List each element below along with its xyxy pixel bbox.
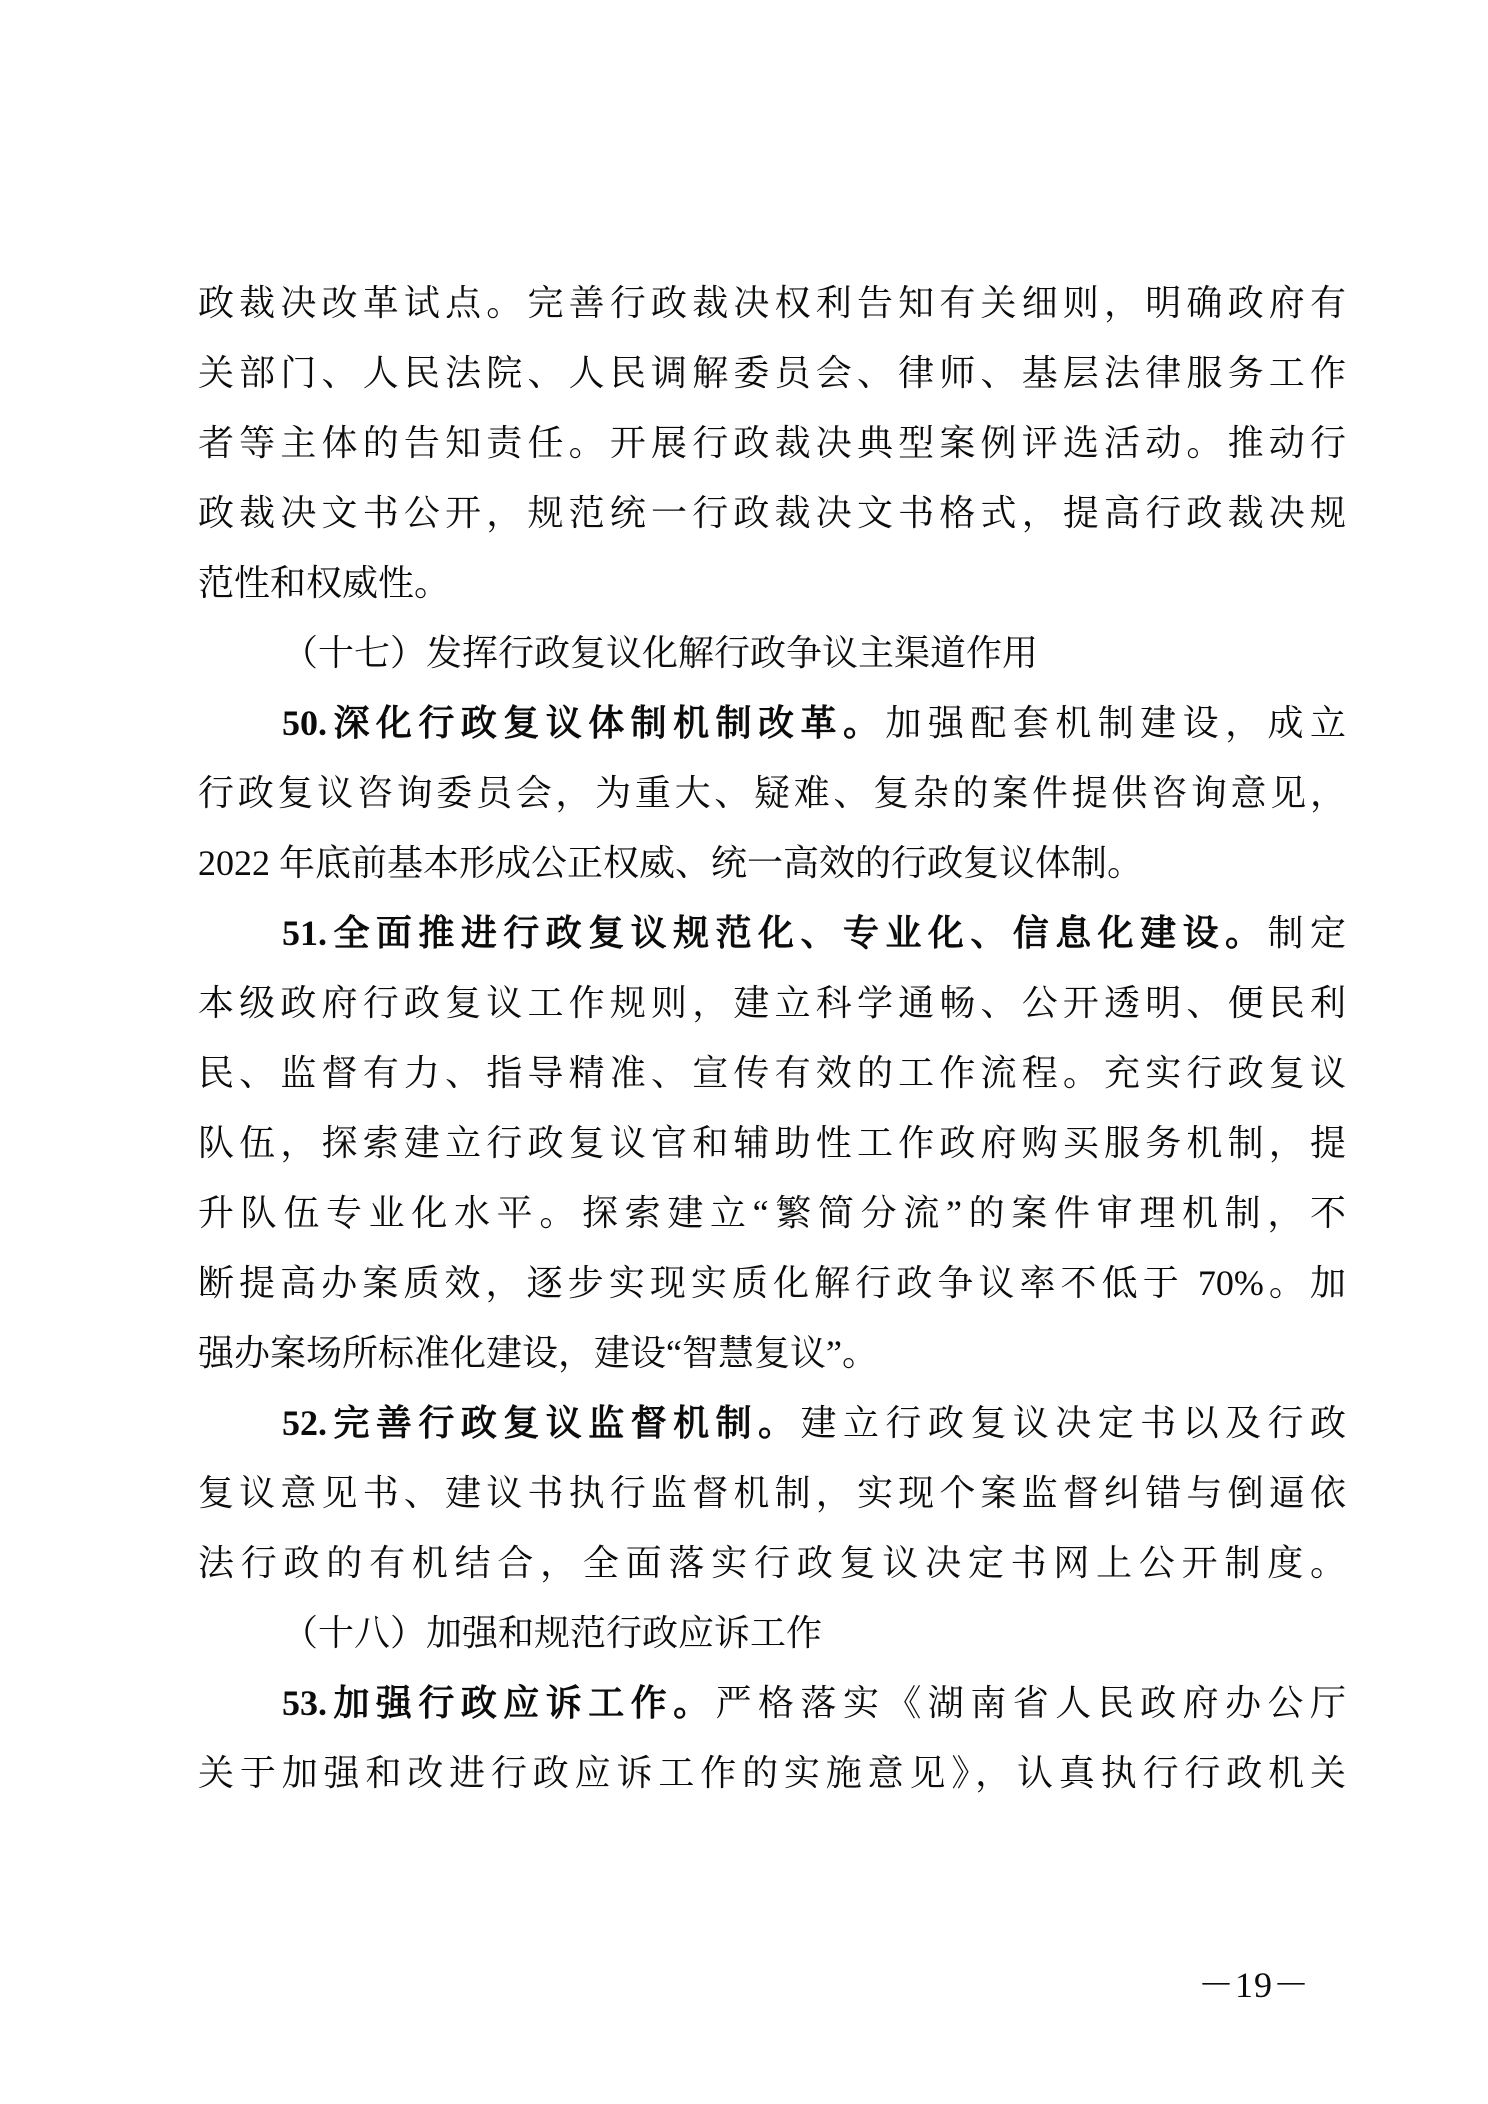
text-run: 政裁决改革试点。完善行政裁决权利告知有关细则，明确政府有 <box>198 283 1346 323</box>
text-line <box>198 548 1346 618</box>
text-line <box>198 968 1346 1038</box>
text-run: 2022 年底前基本形成公正权威、统一高效的行政复议体制。 <box>198 843 1144 883</box>
text-line <box>198 1668 1346 1738</box>
page-number: －19－ <box>1198 1965 1311 2005</box>
text-line <box>198 618 1346 688</box>
text-line <box>198 1178 1346 1248</box>
text-line <box>198 1388 1346 1458</box>
text-run: 民、监督有力、指导精准、宣传有效的工作流程。充实行政复议 <box>198 1053 1346 1093</box>
text-line <box>198 408 1346 478</box>
text-line <box>198 1318 1346 1388</box>
text-line <box>198 268 1346 338</box>
text-line <box>198 1458 1346 1528</box>
text-run: 队伍，探索建立行政复议官和辅助性工作政府购买服务机制，提 <box>198 1123 1346 1163</box>
text-run: （十八）加强和规范行政应诉工作 <box>282 1613 823 1653</box>
text-run: 政裁决文书公开，规范统一行政裁决文书格式，提高行政裁决规 <box>198 493 1346 533</box>
text-run: 法行政的有机结合，全面落实行政复议决定书网上公开制度。 <box>198 1543 1346 1583</box>
text-line <box>198 1528 1346 1598</box>
text-run-bold: 51.全面推进行政复议规范化、专业化、信息化建设。 <box>282 913 1268 953</box>
text-run: 断提高办案质效，逐步实现实质化解行政争议率不低于 70%。加 <box>198 1263 1346 1303</box>
text-run: （十七）发挥行政复议化解行政争议主渠道作用 <box>282 633 1039 673</box>
text-run-bold: 50.深化行政复议体制机制改革。 <box>282 703 886 743</box>
text-line <box>198 828 1346 898</box>
text-run: 严格落实《湖南省人民政府办公厅 <box>715 1683 1346 1723</box>
text-run: 强办案场所标准化建设，建设“智慧复议”。 <box>198 1333 878 1373</box>
text-run: 升队伍专业化水平。探索建立“繁简分流”的案件审理机制，不 <box>198 1193 1346 1233</box>
text-run: 制定 <box>1267 913 1346 953</box>
text-line <box>198 758 1346 828</box>
text-line <box>198 1598 1346 1668</box>
text-run-bold: 53.加强行政应诉工作。 <box>282 1683 716 1723</box>
text-run-bold: 52.完善行政复议监督机制。 <box>282 1403 801 1443</box>
text-line <box>198 478 1346 548</box>
text-run: 加强配套机制建设，成立 <box>885 703 1346 743</box>
text-line <box>198 1248 1346 1318</box>
text-run: 关于加强和改进行政应诉工作的实施意见》，认真执行行政机关 <box>198 1753 1346 1793</box>
text-line <box>198 688 1346 758</box>
text-run: 者等主体的告知责任。开展行政裁决典型案例评选活动。推动行 <box>198 423 1346 463</box>
text-line <box>198 1038 1346 1108</box>
text-line <box>198 338 1346 408</box>
text-line <box>198 1738 1346 1808</box>
text-run: 关部门、人民法院、人民调解委员会、律师、基层法律服务工作 <box>198 353 1346 393</box>
text-block <box>198 268 1346 1808</box>
text-run: 范性和权威性。 <box>198 563 451 603</box>
text-run: 建立行政复议决定书以及行政 <box>800 1403 1346 1443</box>
text-run: 本级政府行政复议工作规则，建立科学通畅、公开透明、便民利 <box>198 983 1346 1023</box>
text-run: 行政复议咨询委员会，为重大、疑难、复杂的案件提供咨询意见， <box>198 773 1346 813</box>
text-line <box>198 898 1346 968</box>
text-line <box>198 1108 1346 1178</box>
text-run: 复议意见书、建议书执行监督机制，实现个案监督纠错与倒逼依 <box>198 1473 1346 1513</box>
